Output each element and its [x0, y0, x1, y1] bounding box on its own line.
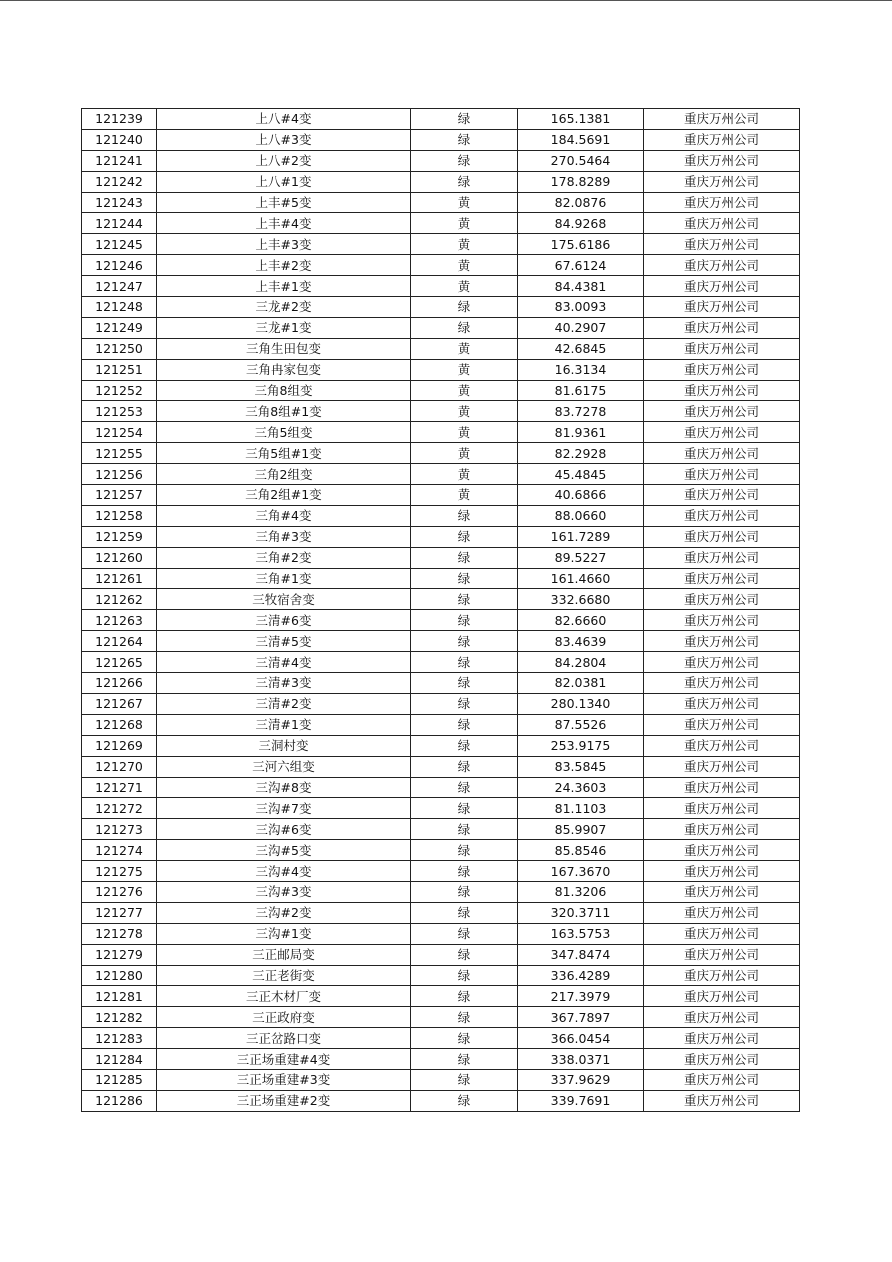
status-color-cell: 绿 — [411, 965, 518, 986]
transformer-name-cell: 三角5组变 — [157, 422, 411, 443]
table-row — [82, 944, 800, 965]
company-cell: 重庆万州公司 — [644, 881, 800, 902]
transformer-name-cell: 三角#3变 — [157, 526, 411, 547]
value-cell: 83.5845 — [518, 756, 644, 777]
status-color-cell: 黄 — [411, 422, 518, 443]
transformer-name-cell: 三正邮局变 — [157, 944, 411, 965]
row-id-cell: 121284 — [82, 1049, 157, 1070]
transformer-name-cell: 三龙#1变 — [157, 317, 411, 338]
row-id-cell: 121268 — [82, 714, 157, 735]
value-cell: 165.1381 — [518, 109, 644, 130]
table-row — [82, 756, 800, 777]
company-cell: 重庆万州公司 — [644, 359, 800, 380]
transformer-name-cell: 三沟#8变 — [157, 777, 411, 798]
value-cell: 87.5526 — [518, 714, 644, 735]
table-row — [82, 1007, 800, 1028]
transformer-name-cell: 三角2组变 — [157, 464, 411, 485]
transformer-name-cell: 上丰#1变 — [157, 276, 411, 297]
company-cell: 重庆万州公司 — [644, 213, 800, 234]
company-cell: 重庆万州公司 — [644, 944, 800, 965]
company-cell: 重庆万州公司 — [644, 840, 800, 861]
status-color-cell: 绿 — [411, 150, 518, 171]
row-id-cell: 121254 — [82, 422, 157, 443]
row-id-cell: 121248 — [82, 297, 157, 318]
row-id-cell: 121278 — [82, 923, 157, 944]
transformer-name-cell: 三清#3变 — [157, 673, 411, 694]
status-color-cell: 绿 — [411, 297, 518, 318]
company-cell: 重庆万州公司 — [644, 1007, 800, 1028]
company-cell: 重庆万州公司 — [644, 380, 800, 401]
row-id-cell: 121245 — [82, 234, 157, 255]
row-id-cell: 121242 — [82, 171, 157, 192]
value-cell: 82.2928 — [518, 443, 644, 464]
row-id-cell: 121241 — [82, 150, 157, 171]
company-cell: 重庆万州公司 — [644, 234, 800, 255]
status-color-cell: 黄 — [411, 255, 518, 276]
table-row — [82, 881, 800, 902]
row-id-cell: 121261 — [82, 568, 157, 589]
company-cell: 重庆万州公司 — [644, 317, 800, 338]
transformer-name-cell: 上八#4变 — [157, 109, 411, 130]
value-cell: 366.0454 — [518, 1028, 644, 1049]
status-color-cell: 绿 — [411, 1069, 518, 1090]
status-color-cell: 绿 — [411, 505, 518, 526]
transformer-name-cell: 三正场重建#4变 — [157, 1049, 411, 1070]
value-cell: 175.6186 — [518, 234, 644, 255]
value-cell: 336.4289 — [518, 965, 644, 986]
row-id-cell: 121259 — [82, 526, 157, 547]
value-cell: 83.0093 — [518, 297, 644, 318]
table-row — [82, 380, 800, 401]
value-cell: 337.9629 — [518, 1069, 644, 1090]
transformer-name-cell: 三沟#5变 — [157, 840, 411, 861]
table-row — [82, 109, 800, 130]
transformer-name-cell: 上八#2变 — [157, 150, 411, 171]
table-row — [82, 986, 800, 1007]
row-id-cell: 121252 — [82, 380, 157, 401]
status-color-cell: 绿 — [411, 714, 518, 735]
row-id-cell: 121270 — [82, 756, 157, 777]
status-color-cell: 黄 — [411, 485, 518, 506]
company-cell: 重庆万州公司 — [644, 464, 800, 485]
status-color-cell: 绿 — [411, 652, 518, 673]
value-cell: 347.8474 — [518, 944, 644, 965]
value-cell: 45.4845 — [518, 464, 644, 485]
status-color-cell: 绿 — [411, 171, 518, 192]
status-color-cell: 绿 — [411, 986, 518, 1007]
transformer-name-cell: 三洞村变 — [157, 735, 411, 756]
transformer-name-cell: 上八#1变 — [157, 171, 411, 192]
value-cell: 84.2804 — [518, 652, 644, 673]
company-cell: 重庆万州公司 — [644, 338, 800, 359]
value-cell: 81.3206 — [518, 881, 644, 902]
value-cell: 253.9175 — [518, 735, 644, 756]
value-cell: 24.3603 — [518, 777, 644, 798]
status-color-cell: 绿 — [411, 526, 518, 547]
transformer-name-cell: 三牧宿舍变 — [157, 589, 411, 610]
row-id-cell: 121260 — [82, 547, 157, 568]
status-color-cell: 绿 — [411, 693, 518, 714]
row-id-cell: 121283 — [82, 1028, 157, 1049]
transformer-name-cell: 上八#3变 — [157, 129, 411, 150]
table-row — [82, 1049, 800, 1070]
status-color-cell: 绿 — [411, 923, 518, 944]
status-color-cell: 绿 — [411, 610, 518, 631]
status-color-cell: 黄 — [411, 276, 518, 297]
transformer-name-cell: 三清#2变 — [157, 693, 411, 714]
company-cell: 重庆万州公司 — [644, 443, 800, 464]
table-row — [82, 1028, 800, 1049]
row-id-cell: 121264 — [82, 631, 157, 652]
company-cell: 重庆万州公司 — [644, 255, 800, 276]
value-cell: 339.7691 — [518, 1090, 644, 1111]
table-row — [82, 213, 800, 234]
status-color-cell: 绿 — [411, 317, 518, 338]
status-color-cell: 绿 — [411, 568, 518, 589]
row-id-cell: 121243 — [82, 192, 157, 213]
table-row — [82, 547, 800, 568]
table-row — [82, 840, 800, 861]
row-id-cell: 121239 — [82, 109, 157, 130]
table-row — [82, 422, 800, 443]
table-body — [82, 109, 800, 1112]
value-cell: 280.1340 — [518, 693, 644, 714]
value-cell: 16.3134 — [518, 359, 644, 380]
status-color-cell: 黄 — [411, 401, 518, 422]
page-top-border — [0, 0, 892, 1]
company-cell: 重庆万州公司 — [644, 819, 800, 840]
company-cell: 重庆万州公司 — [644, 526, 800, 547]
row-id-cell: 121244 — [82, 213, 157, 234]
status-color-cell: 绿 — [411, 589, 518, 610]
company-cell: 重庆万州公司 — [644, 171, 800, 192]
row-id-cell: 121275 — [82, 861, 157, 882]
company-cell: 重庆万州公司 — [644, 652, 800, 673]
value-cell: 85.8546 — [518, 840, 644, 861]
company-cell: 重庆万州公司 — [644, 923, 800, 944]
table-row — [82, 276, 800, 297]
value-cell: 85.9907 — [518, 819, 644, 840]
table-row — [82, 297, 800, 318]
transformer-name-cell: 三角#1变 — [157, 568, 411, 589]
table-row — [82, 652, 800, 673]
value-cell: 338.0371 — [518, 1049, 644, 1070]
company-cell: 重庆万州公司 — [644, 610, 800, 631]
status-color-cell: 黄 — [411, 338, 518, 359]
company-cell: 重庆万州公司 — [644, 505, 800, 526]
value-cell: 42.6845 — [518, 338, 644, 359]
value-cell: 40.6866 — [518, 485, 644, 506]
table-row — [82, 526, 800, 547]
value-cell: 81.1103 — [518, 798, 644, 819]
company-cell: 重庆万州公司 — [644, 129, 800, 150]
table-row — [82, 129, 800, 150]
transformer-name-cell: 三正场重建#2变 — [157, 1090, 411, 1111]
status-color-cell: 绿 — [411, 1090, 518, 1111]
company-cell: 重庆万州公司 — [644, 777, 800, 798]
transformer-name-cell: 三角#2变 — [157, 547, 411, 568]
value-cell: 82.0876 — [518, 192, 644, 213]
value-cell: 270.5464 — [518, 150, 644, 171]
row-id-cell: 121286 — [82, 1090, 157, 1111]
transformer-name-cell: 三正岔路口变 — [157, 1028, 411, 1049]
table-row — [82, 819, 800, 840]
transformer-name-cell: 上丰#5变 — [157, 192, 411, 213]
row-id-cell: 121263 — [82, 610, 157, 631]
value-cell: 81.9361 — [518, 422, 644, 443]
transformer-name-cell: 三河六组变 — [157, 756, 411, 777]
value-cell: 367.7897 — [518, 1007, 644, 1028]
row-id-cell: 121258 — [82, 505, 157, 526]
row-id-cell: 121250 — [82, 338, 157, 359]
status-color-cell: 绿 — [411, 129, 518, 150]
transformer-name-cell: 三沟#4变 — [157, 861, 411, 882]
transformer-name-cell: 三沟#2变 — [157, 902, 411, 923]
table-row — [82, 317, 800, 338]
company-cell: 重庆万州公司 — [644, 798, 800, 819]
company-cell: 重庆万州公司 — [644, 568, 800, 589]
company-cell: 重庆万州公司 — [644, 401, 800, 422]
status-color-cell: 黄 — [411, 464, 518, 485]
company-cell: 重庆万州公司 — [644, 693, 800, 714]
transformer-name-cell: 上丰#3变 — [157, 234, 411, 255]
transformer-name-cell: 三角生田包变 — [157, 338, 411, 359]
value-cell: 84.9268 — [518, 213, 644, 234]
status-color-cell: 绿 — [411, 881, 518, 902]
company-cell: 重庆万州公司 — [644, 276, 800, 297]
company-cell: 重庆万州公司 — [644, 589, 800, 610]
row-id-cell: 121274 — [82, 840, 157, 861]
status-color-cell: 绿 — [411, 819, 518, 840]
table-row — [82, 568, 800, 589]
status-color-cell: 黄 — [411, 380, 518, 401]
row-id-cell: 121273 — [82, 819, 157, 840]
company-cell: 重庆万州公司 — [644, 485, 800, 506]
transformer-name-cell: 三角5组#1变 — [157, 443, 411, 464]
company-cell: 重庆万州公司 — [644, 150, 800, 171]
transformer-name-cell: 三清#6变 — [157, 610, 411, 631]
table-row — [82, 923, 800, 944]
row-id-cell: 121285 — [82, 1069, 157, 1090]
row-id-cell: 121257 — [82, 485, 157, 506]
table-row — [82, 798, 800, 819]
row-id-cell: 121281 — [82, 986, 157, 1007]
value-cell: 88.0660 — [518, 505, 644, 526]
company-cell: 重庆万州公司 — [644, 986, 800, 1007]
transformer-name-cell: 三正场重建#3变 — [157, 1069, 411, 1090]
status-color-cell: 绿 — [411, 631, 518, 652]
status-color-cell: 绿 — [411, 798, 518, 819]
table-row — [82, 338, 800, 359]
value-cell: 82.0381 — [518, 673, 644, 694]
table-row — [82, 401, 800, 422]
table-row — [82, 443, 800, 464]
table-row — [82, 777, 800, 798]
table-row — [82, 171, 800, 192]
table-row — [82, 150, 800, 171]
table-row — [82, 192, 800, 213]
status-color-cell: 绿 — [411, 1028, 518, 1049]
table-row — [82, 861, 800, 882]
value-cell: 40.2907 — [518, 317, 644, 338]
value-cell: 84.4381 — [518, 276, 644, 297]
value-cell: 178.8289 — [518, 171, 644, 192]
status-color-cell: 绿 — [411, 840, 518, 861]
status-color-cell: 绿 — [411, 1049, 518, 1070]
status-color-cell: 黄 — [411, 234, 518, 255]
row-id-cell: 121262 — [82, 589, 157, 610]
transformer-name-cell: 三沟#7变 — [157, 798, 411, 819]
row-id-cell: 121271 — [82, 777, 157, 798]
table-row — [82, 714, 800, 735]
row-id-cell: 121255 — [82, 443, 157, 464]
table-row — [82, 1069, 800, 1090]
status-color-cell: 绿 — [411, 673, 518, 694]
row-id-cell: 121266 — [82, 673, 157, 694]
value-cell: 184.5691 — [518, 129, 644, 150]
row-id-cell: 121251 — [82, 359, 157, 380]
table-row — [82, 902, 800, 923]
table-row — [82, 505, 800, 526]
value-cell: 320.3711 — [518, 902, 644, 923]
company-cell: 重庆万州公司 — [644, 714, 800, 735]
transformer-name-cell: 三正政府变 — [157, 1007, 411, 1028]
status-color-cell: 绿 — [411, 861, 518, 882]
transformer-name-cell: 三沟#1变 — [157, 923, 411, 944]
value-cell: 161.4660 — [518, 568, 644, 589]
row-id-cell: 121256 — [82, 464, 157, 485]
value-cell: 82.6660 — [518, 610, 644, 631]
value-cell: 83.7278 — [518, 401, 644, 422]
company-cell: 重庆万州公司 — [644, 109, 800, 130]
table-row — [82, 485, 800, 506]
table-row — [82, 693, 800, 714]
status-color-cell: 黄 — [411, 443, 518, 464]
status-color-cell: 黄 — [411, 192, 518, 213]
row-id-cell: 121277 — [82, 902, 157, 923]
transformer-name-cell: 三清#5变 — [157, 631, 411, 652]
value-cell: 332.6680 — [518, 589, 644, 610]
transformer-name-cell: 三角冉家包变 — [157, 359, 411, 380]
table-row — [82, 965, 800, 986]
row-id-cell: 121280 — [82, 965, 157, 986]
transformer-name-cell: 三清#4变 — [157, 652, 411, 673]
row-id-cell: 121246 — [82, 255, 157, 276]
company-cell: 重庆万州公司 — [644, 1069, 800, 1090]
row-id-cell: 121276 — [82, 881, 157, 902]
table-row — [82, 610, 800, 631]
table-row — [82, 735, 800, 756]
value-cell: 83.4639 — [518, 631, 644, 652]
company-cell: 重庆万州公司 — [644, 902, 800, 923]
row-id-cell: 121272 — [82, 798, 157, 819]
company-cell: 重庆万州公司 — [644, 422, 800, 443]
company-cell: 重庆万州公司 — [644, 861, 800, 882]
value-cell: 161.7289 — [518, 526, 644, 547]
table-row — [82, 1090, 800, 1111]
status-color-cell: 绿 — [411, 1007, 518, 1028]
status-color-cell: 黄 — [411, 359, 518, 380]
status-color-cell: 绿 — [411, 777, 518, 798]
company-cell: 重庆万州公司 — [644, 756, 800, 777]
transformer-name-cell: 上丰#4变 — [157, 213, 411, 234]
row-id-cell: 121279 — [82, 944, 157, 965]
value-cell: 81.6175 — [518, 380, 644, 401]
table-row — [82, 234, 800, 255]
company-cell: 重庆万州公司 — [644, 965, 800, 986]
status-color-cell: 绿 — [411, 756, 518, 777]
table-row — [82, 631, 800, 652]
row-id-cell: 121265 — [82, 652, 157, 673]
status-color-cell: 黄 — [411, 213, 518, 234]
table-row — [82, 589, 800, 610]
transformer-name-cell: 三正老街变 — [157, 965, 411, 986]
company-cell: 重庆万州公司 — [644, 192, 800, 213]
value-cell: 89.5227 — [518, 547, 644, 568]
company-cell: 重庆万州公司 — [644, 1028, 800, 1049]
status-color-cell: 绿 — [411, 547, 518, 568]
company-cell: 重庆万州公司 — [644, 297, 800, 318]
status-color-cell: 绿 — [411, 109, 518, 130]
transformer-name-cell: 三正木材厂变 — [157, 986, 411, 1007]
company-cell: 重庆万州公司 — [644, 547, 800, 568]
transformer-name-cell: 上丰#2变 — [157, 255, 411, 276]
row-id-cell: 121282 — [82, 1007, 157, 1028]
value-cell: 167.3670 — [518, 861, 644, 882]
row-id-cell: 121249 — [82, 317, 157, 338]
transformer-name-cell: 三角2组#1变 — [157, 485, 411, 506]
transformer-name-cell: 三清#1变 — [157, 714, 411, 735]
company-cell: 重庆万州公司 — [644, 1049, 800, 1070]
value-cell: 217.3979 — [518, 986, 644, 1007]
status-color-cell: 绿 — [411, 944, 518, 965]
company-cell: 重庆万州公司 — [644, 735, 800, 756]
value-cell: 67.6124 — [518, 255, 644, 276]
value-cell: 163.5753 — [518, 923, 644, 944]
company-cell: 重庆万州公司 — [644, 631, 800, 652]
transformer-name-cell: 三沟#6变 — [157, 819, 411, 840]
company-cell: 重庆万州公司 — [644, 673, 800, 694]
row-id-cell: 121247 — [82, 276, 157, 297]
table-row — [82, 673, 800, 694]
status-color-cell: 绿 — [411, 902, 518, 923]
table-row — [82, 464, 800, 485]
row-id-cell: 121240 — [82, 129, 157, 150]
transformer-name-cell: 三沟#3变 — [157, 881, 411, 902]
row-id-cell: 121269 — [82, 735, 157, 756]
transformer-name-cell: 三龙#2变 — [157, 297, 411, 318]
transformer-name-cell: 三角8组变 — [157, 380, 411, 401]
company-cell: 重庆万州公司 — [644, 1090, 800, 1111]
transformer-name-cell: 三角#4变 — [157, 505, 411, 526]
row-id-cell: 121267 — [82, 693, 157, 714]
row-id-cell: 121253 — [82, 401, 157, 422]
table-row — [82, 255, 800, 276]
transformer-table — [81, 108, 800, 1112]
status-color-cell: 绿 — [411, 735, 518, 756]
transformer-name-cell: 三角8组#1变 — [157, 401, 411, 422]
table-row — [82, 359, 800, 380]
